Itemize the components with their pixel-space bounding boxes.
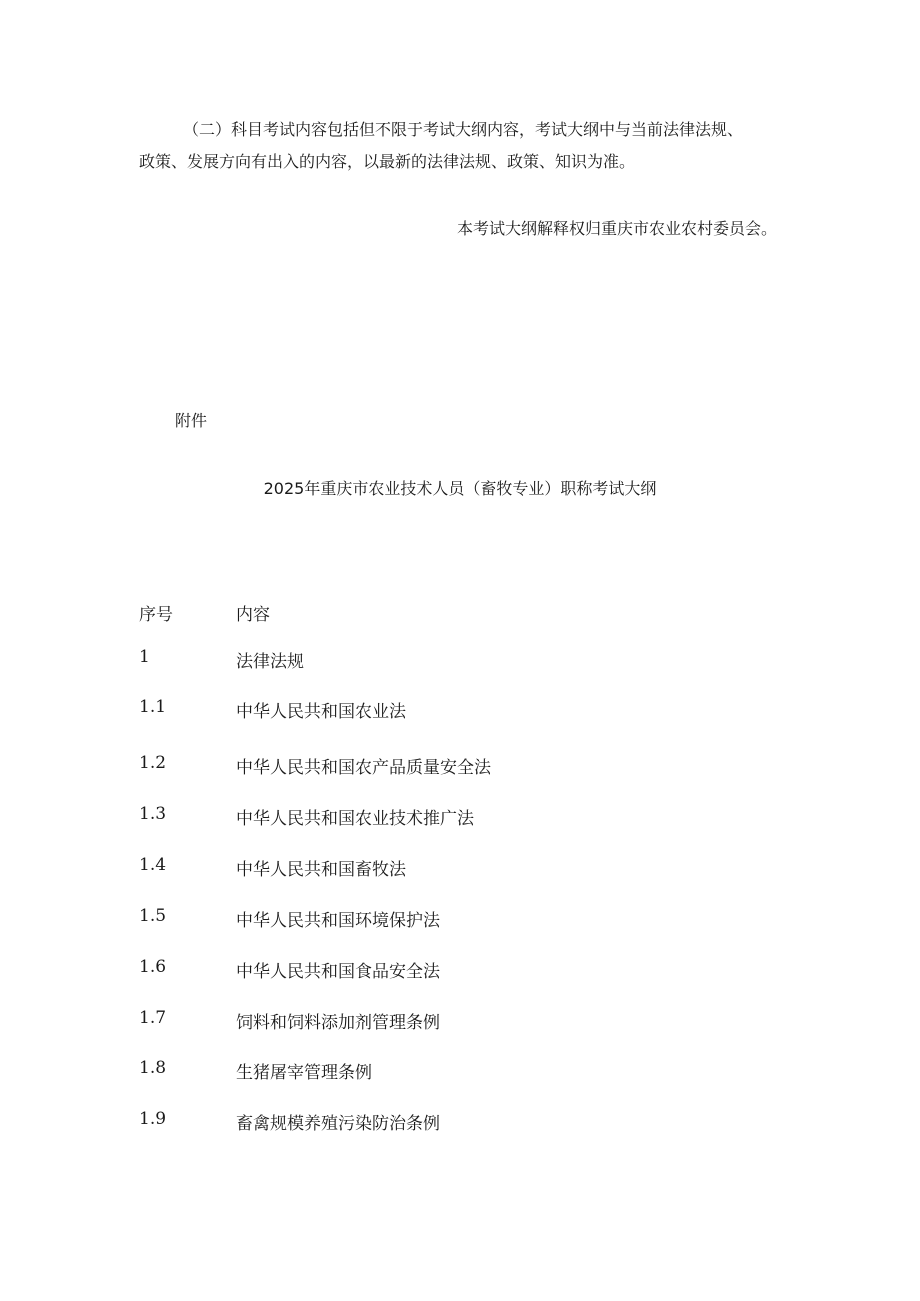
row-number: 1.2 (139, 753, 167, 773)
row-content: 中华人民共和国农业技术推广法 (236, 809, 474, 829)
table-row (0, 1008, 920, 1032)
row-content: 中华人民共和国农产品质量安全法 (236, 758, 491, 778)
table-row (0, 697, 920, 721)
table-row (0, 1058, 920, 1082)
row-number: 1.1 (139, 697, 167, 717)
table-row (0, 957, 920, 981)
header-number: 序号 (139, 605, 173, 625)
row-number: 1.9 (139, 1109, 167, 1129)
row-content: 饲料和饲料添加剂管理条例 (236, 1013, 440, 1033)
interpretation-statement: 本考试大纲解释权归重庆市农业农村委员会。 (456, 219, 777, 238)
row-content: 中华人民共和国畜牧法 (236, 860, 406, 880)
table-row (0, 804, 920, 828)
row-number: 1.5 (139, 906, 167, 926)
row-number: 1.7 (139, 1008, 167, 1028)
header-content: 内容 (236, 605, 270, 625)
attachment-label: 附件 (175, 411, 208, 430)
paragraph-line: （二）科目考试内容包括但不限于考试大纲内容，考试大纲中与当前法律法规、 (183, 120, 744, 139)
table-header-row (0, 600, 920, 624)
row-number: 1.3 (139, 804, 167, 824)
table-row (0, 753, 920, 777)
row-content: 畜禽规模养殖污染防治条例 (236, 1114, 440, 1134)
row-number: 1.6 (139, 957, 167, 977)
outline-title: 2025年重庆市农业技术人员（畜牧专业）职称考试大纲 (263, 479, 657, 498)
row-number: 1 (139, 647, 150, 667)
row-content: 中华人民共和国环境保护法 (236, 911, 440, 931)
table-row (0, 855, 920, 879)
row-content: 中华人民共和国农业法 (236, 702, 406, 722)
row-number: 1.4 (139, 855, 167, 875)
row-content: 生猪屠宰管理条例 (236, 1063, 372, 1083)
table-row (0, 1109, 920, 1133)
table-row (0, 647, 920, 671)
row-content: 中华人民共和国食品安全法 (236, 962, 440, 982)
row-content: 法律法规 (236, 652, 304, 672)
row-number: 1.8 (139, 1058, 167, 1078)
paragraph-line: 政策、发展方向有出入的内容，以最新的法律法规、政策、知识为准。 (139, 152, 636, 171)
table-row (0, 906, 920, 930)
